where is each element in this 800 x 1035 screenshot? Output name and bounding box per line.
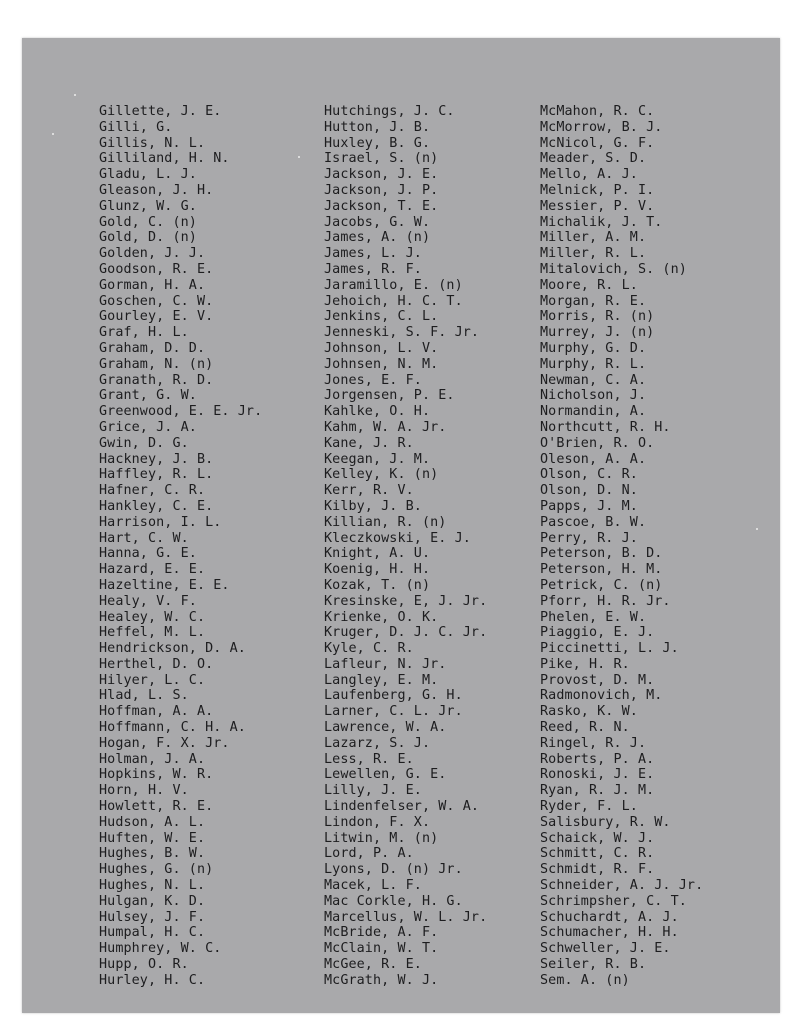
roster-name: Hutton, J. B. [324,119,431,135]
roster-name: Hughes, N. L. [99,878,206,894]
roster-name: McNicol, G. F. [540,135,655,151]
roster-name: Gleason, J. H. [99,182,214,198]
roster-name: Hlad, L. S. [99,688,189,704]
roster-name: Kane, J. R. [324,435,414,451]
roster-name: Glunz, W. G. [99,198,197,214]
roster-name: Miller, A. M. [540,230,647,246]
roster-name: Hutchings, J. C. [324,104,455,119]
roster-name: Radmonovich, M. [540,688,663,704]
roster-name: Killian, R. (n) [324,514,447,530]
roster-name: Jones, E. F. [324,372,422,388]
roster-name: Hupp, O. R. [99,957,189,973]
roster-name: McClain, W. T. [324,941,439,957]
roster-name: Hughes, G. (n) [99,862,214,878]
roster-name: Gold, D. (n) [99,230,197,246]
roster-name: Hazeltine, E. E. [99,577,230,593]
roster-name: Kozak, T. (n) [324,577,431,593]
roster-name: Pike, H. R. [540,656,630,672]
roster-name: Healey, W. C. [99,609,206,625]
roster-name: Hafner, C. R. [99,483,206,499]
name-column-2 [324,104,487,989]
roster-name: Olson, D. N. [540,483,638,499]
roster-name: Goodson, R. E. [99,261,214,277]
paper-speck [756,528,758,530]
roster-name: Kresinske, E, J. Jr. [324,593,488,609]
roster-name: Healy, V. F. [99,593,197,609]
roster-name: Macek, L. F. [324,878,422,894]
roster-name: Lawrence, W. A. [324,720,447,736]
roster-name: Gilli, G. [99,119,173,135]
name-column-3 [540,104,703,989]
roster-name: Lindenfelser, W. A. [324,799,480,815]
roster-name: Gold, C. (n) [99,214,197,230]
roster-name: Johnson, L. V. [324,340,439,356]
roster-name: Kerr, R. V. [324,483,414,499]
roster-name: Seiler, R. B. [540,957,647,973]
roster-name: Holman, J. A. [99,751,206,767]
roster-name: Nicholson, J. [540,388,647,404]
roster-name: Kahm, W. A. Jr. [324,419,447,435]
roster-name: Jenneski, S. F. Jr. [324,325,480,341]
roster-name: Murrey, J. (n) [540,325,655,341]
roster-name: Kleczkowski, E. J. [324,530,471,546]
roster-name: Jackson, J. E. [324,167,439,183]
roster-name: Hurley, H. C. [99,972,206,988]
roster-name: Papps, J. M. [540,498,638,514]
roster-name: Perry, R. J. [540,530,638,546]
roster-name: Messier, P. V. [540,198,655,214]
roster-name: Kruger, D. J. C. Jr. [324,625,488,641]
roster-name: Ryan, R. J. M. [540,783,655,799]
roster-name: Gladu, L. J. [99,167,197,183]
roster-name: Schaick, W. J. [540,830,655,846]
roster-name: Moore, R. L. [540,277,638,293]
roster-name: Olson, C. R. [540,467,638,483]
roster-name: Hogan, F. X. Jr. [99,735,230,751]
roster-name: Haffley, R. L. [99,467,214,483]
roster-name: Hackney, J. B. [99,451,214,467]
roster-name: Miller, R. L. [540,246,647,262]
roster-name: Howlett, R. E. [99,799,214,815]
roster-name: Johnsen, N. M. [324,356,439,372]
roster-name: Gwin, D. G. [99,435,189,451]
roster-name: Kilby, J. B. [324,498,422,514]
roster-name: McMahon, R. C. [540,104,655,119]
roster-name: Goschen, C. W. [99,293,214,309]
roster-name: Jacobs, G. W. [324,214,431,230]
roster-name: Michalik, J. T. [540,214,663,230]
roster-name: James, A. (n) [324,230,431,246]
roster-name: Schmidt, R. F. [540,862,655,878]
roster-name: Jenkins, C. L. [324,309,439,325]
typed-roster-page [22,38,780,1013]
roster-name: Ryder, F. L. [540,799,638,815]
roster-name: Hulgan, K. D. [99,893,206,909]
roster-name: Golden, J. J. [99,246,206,262]
roster-name: Knight, A. U. [324,546,431,562]
roster-name: Mello, A. J. [540,167,638,183]
roster-name: O'Brien, R. O. [540,435,655,451]
roster-name: Heffel, M. L. [99,625,206,641]
roster-name: Hulsey, J. F. [99,909,206,925]
name-column-1 [99,104,262,989]
roster-name: Newman, C. A. [540,372,647,388]
roster-name: Less, R. E. [324,751,414,767]
roster-name: Lyons, D. (n) Jr. [324,862,463,878]
roster-name: Harrison, I. L. [99,514,222,530]
roster-name: Sem. A. (n) [540,972,630,988]
roster-name: McMorrow, B. J. [540,119,663,135]
roster-name: Normandin, A. [540,404,647,420]
roster-name: Humphrey, W. C. [99,941,222,957]
roster-name: Larner, C. L. Jr. [324,704,463,720]
roster-name: Graham, N. (n) [99,356,214,372]
roster-name: Jaramillo, E. (n) [324,277,463,293]
roster-name: Hazard, E. E. [99,562,206,578]
roster-name: James, L. J. [324,246,422,262]
roster-name: Schuchardt, A. J. [540,909,679,925]
roster-name: Petrick, C. (n) [540,577,663,593]
roster-name: Graham, D. D. [99,340,206,356]
roster-name: McBride, A. F. [324,925,439,941]
roster-name: Murphy, R. L. [540,356,647,372]
roster-name: Graf, H. L. [99,325,189,341]
roster-name: Lord, P. A. [324,846,414,862]
roster-name: Ronoski, J. E. [540,767,655,783]
roster-name: Huften, W. E. [99,830,206,846]
roster-name: Huxley, B. G. [324,135,431,151]
roster-name: Northcutt, R. H. [540,419,671,435]
roster-name: Morris, R. (n) [540,309,655,325]
roster-name: Herthel, D. O. [99,656,214,672]
roster-name: Krienke, O. K. [324,609,439,625]
roster-name: Grant, G. W. [99,388,197,404]
roster-name: Ringel, R. J. [540,735,647,751]
roster-name: Reed, R. N. [540,720,630,736]
roster-name: Gorman, H. A. [99,277,206,293]
paper-speck [52,133,54,135]
roster-name: Kyle, C. R. [324,641,414,657]
roster-name: Salisbury, R. W. [540,814,671,830]
roster-name: Hoffmann, C. H. A. [99,720,246,736]
roster-name: Jorgensen, P. E. [324,388,455,404]
paper-speck [298,156,300,158]
roster-name: Horn, H. V. [99,783,189,799]
roster-name: Humpal, H. C. [99,925,206,941]
roster-name: Gilliland, H. N. [99,151,230,167]
roster-name: Pforr, H. R. Jr. [540,593,671,609]
roster-name: Morgan, R. E. [540,293,647,309]
roster-name: Lazarz, S. J. [324,735,431,751]
roster-name: Piccinetti, L. J. [540,641,679,657]
roster-name: Murphy, G. D. [540,340,647,356]
roster-name: Schumacher, H. H. [540,925,679,941]
roster-name: Lewellen, G. E. [324,767,447,783]
roster-name: Lafleur, N. Jr. [324,656,447,672]
roster-name: Hudson, A. L. [99,814,206,830]
roster-name: Hendrickson, D. A. [99,641,246,657]
roster-name: Laufenberg, G. H. [324,688,463,704]
roster-name: Meader, S. D. [540,151,647,167]
roster-name: Hanna, G. E. [99,546,197,562]
roster-name: Rasko, K. W. [540,704,638,720]
roster-name: Hankley, C. E. [99,498,214,514]
roster-name: Mac Corkle, H. G. [324,893,463,909]
roster-name: Lindon, F. X. [324,814,431,830]
roster-name: Langley, E. M. [324,672,439,688]
roster-name: Jackson, T. E. [324,198,439,214]
roster-name: Oleson, A. A. [540,451,647,467]
roster-name: Hughes, B. W. [99,846,206,862]
roster-name: Hoffman, A. A. [99,704,214,720]
roster-name: Peterson, B. D. [540,546,663,562]
roster-name: Pascoe, B. W. [540,514,647,530]
roster-name: Marcellus, W. L. Jr. [324,909,488,925]
roster-name: Jackson, J. P. [324,182,439,198]
roster-name: Gourley, E. V. [99,309,214,325]
roster-name: Granath, R. D. [99,372,214,388]
roster-name: Gillis, N. L. [99,135,206,151]
roster-name: McGee, R. E. [324,957,422,973]
roster-name: Koenig, H. H. [324,562,431,578]
roster-name: Hart, C. W. [99,530,189,546]
roster-name: Piaggio, E. J. [540,625,655,641]
roster-name: Schweller, J. E. [540,941,671,957]
roster-name: Greenwood, E. E. Jr. [99,404,263,420]
roster-name: Provost, D. M. [540,672,655,688]
roster-name: Kahlke, O. H. [324,404,431,420]
roster-name: Lilly, J. E. [324,783,422,799]
roster-name: Mitalovich, S. (n) [540,261,687,277]
roster-name: Hopkins, W. R. [99,767,214,783]
roster-name: Grice, J. A. [99,419,197,435]
roster-name: Schmitt, C. R. [540,846,655,862]
roster-name: Litwin, M. (n) [324,830,439,846]
roster-name: Jehoich, H. C. T. [324,293,463,309]
roster-name: Schneider, A. J. Jr. [540,878,704,894]
roster-name: McGrath, W. J. [324,972,439,988]
roster-name: Schrimpsher, C. T. [540,893,687,909]
roster-name: Roberts, P. A. [540,751,655,767]
roster-name: James, R. F. [324,261,422,277]
roster-name: Kelley, K. (n) [324,467,439,483]
paper-speck [74,94,76,96]
roster-name: Israel, S. (n) [324,151,439,167]
roster-name: Peterson, H. M. [540,562,663,578]
roster-name: Gillette, J. E. [99,104,222,119]
roster-name: Hilyer, L. C. [99,672,206,688]
roster-name: Keegan, J. M. [324,451,431,467]
roster-name: Phelen, E. W. [540,609,647,625]
roster-name: Melnick, P. I. [540,182,655,198]
